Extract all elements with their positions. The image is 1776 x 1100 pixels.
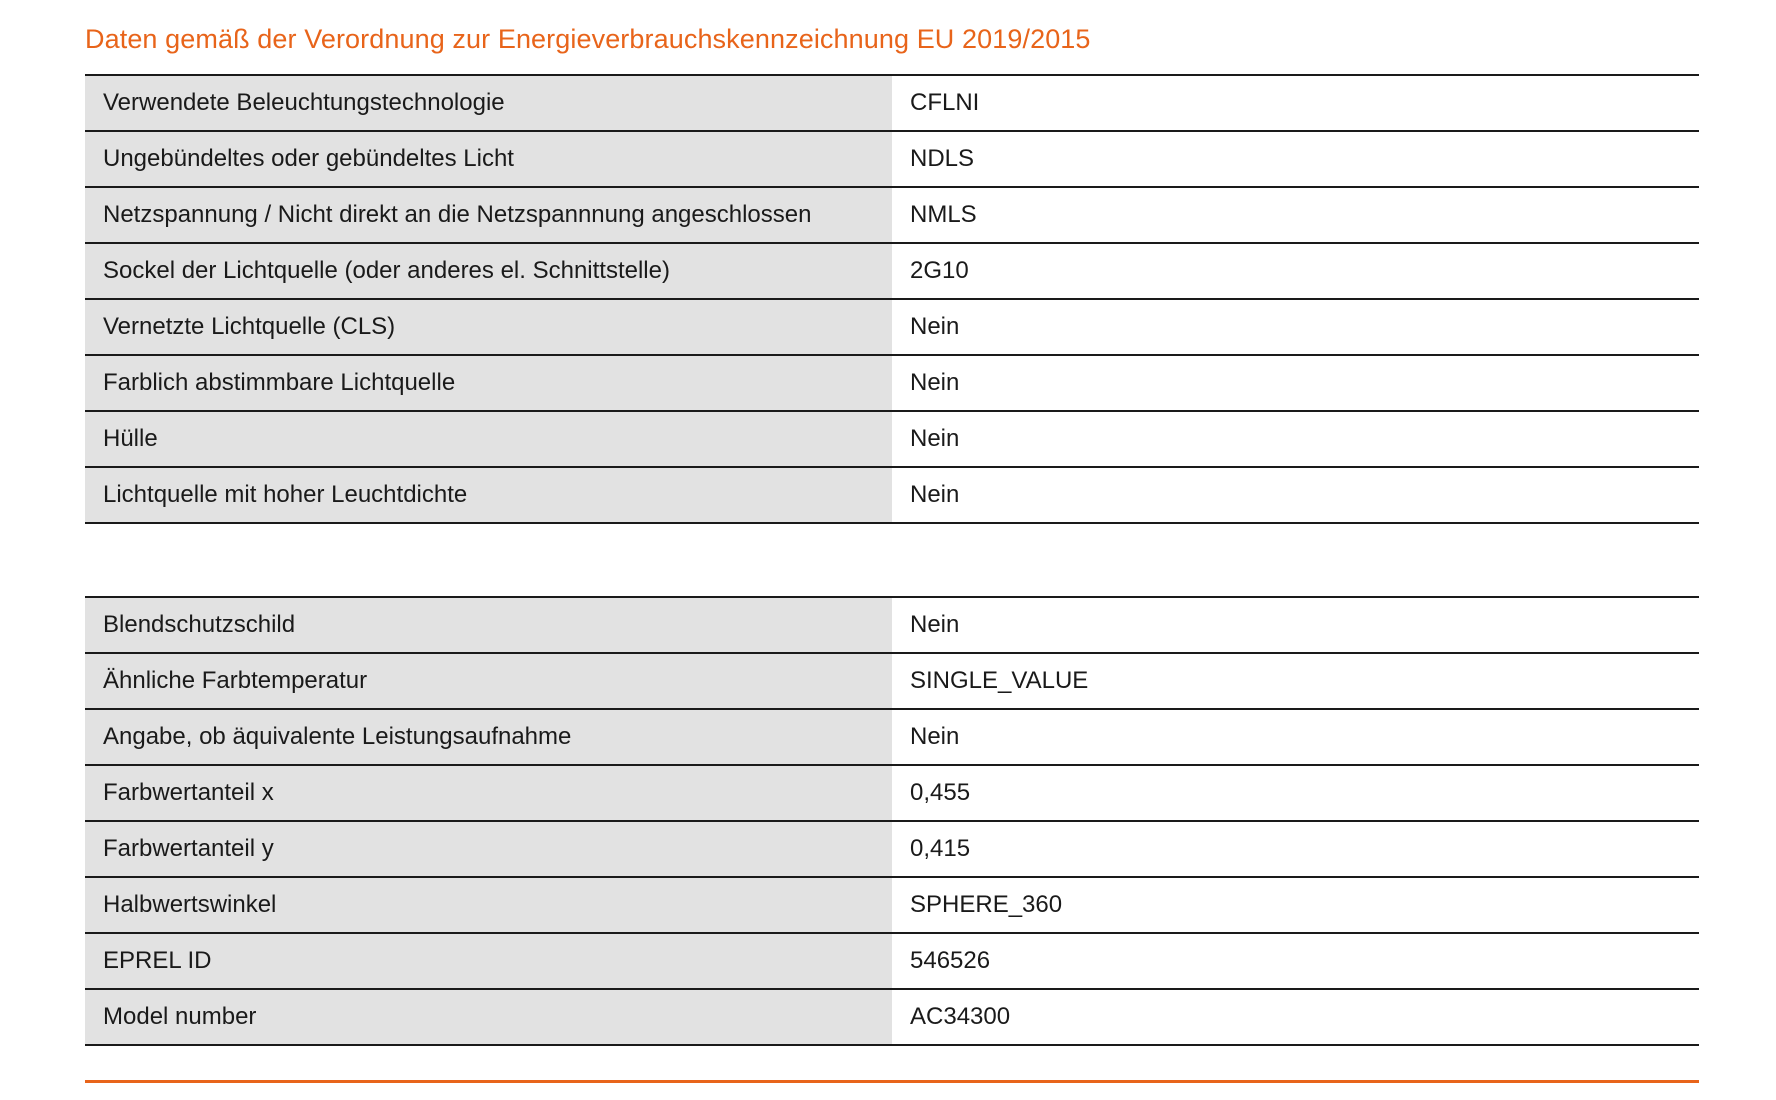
- table-row: [85, 709, 1699, 765]
- row-label: EPREL ID: [85, 933, 892, 989]
- row-label: Vernetzte Lichtquelle (CLS): [85, 299, 892, 355]
- table-row: [85, 597, 1699, 653]
- row-value: 2G10: [892, 243, 1699, 299]
- row-label: Ähnliche Farbtemperatur: [85, 653, 892, 709]
- table-row: [85, 821, 1699, 877]
- row-value: 0,415: [892, 821, 1699, 877]
- table-row: [85, 653, 1699, 709]
- lighting-properties-table: [85, 74, 1699, 524]
- photometric-properties-table: [85, 596, 1699, 1046]
- row-value: SPHERE_360: [892, 877, 1699, 933]
- row-value: Nein: [892, 411, 1699, 467]
- row-label: Farblich abstimmbare Lichtquelle: [85, 355, 892, 411]
- row-label: Halbwertswinkel: [85, 877, 892, 933]
- row-value: SINGLE_VALUE: [892, 653, 1699, 709]
- row-value: Nein: [892, 709, 1699, 765]
- row-value: AC34300: [892, 989, 1699, 1045]
- row-label: Model number: [85, 989, 892, 1045]
- table-row: [85, 933, 1699, 989]
- row-label: Lichtquelle mit hoher Leuchtdichte: [85, 467, 892, 523]
- table-row: [85, 75, 1699, 131]
- row-label: Netzspannung / Nicht direkt an die Netzspannnung angeschlossen: [85, 187, 892, 243]
- table-row: [85, 467, 1699, 523]
- table-row: [85, 765, 1699, 821]
- table-row: [85, 411, 1699, 467]
- row-label: Verwendete Beleuchtungstechnologie: [85, 75, 892, 131]
- row-value: NDLS: [892, 131, 1699, 187]
- row-label: Farbwertanteil x: [85, 765, 892, 821]
- page-title: Daten gemäß der Verordnung zur Energieverbrauchskennzeichnung EU 2019/2015: [85, 24, 1091, 54]
- table-row: [85, 989, 1699, 1045]
- row-label: Farbwertanteil y: [85, 821, 892, 877]
- table-row: [85, 187, 1699, 243]
- footer-divider: [85, 1080, 1699, 1083]
- table-row: [85, 299, 1699, 355]
- row-value: Nein: [892, 299, 1699, 355]
- row-label: Blendschutzschild: [85, 597, 892, 653]
- table-row: [85, 355, 1699, 411]
- row-value: Nein: [892, 597, 1699, 653]
- row-value: CFLNI: [892, 75, 1699, 131]
- row-label: Ungebündeltes oder gebündeltes Licht: [85, 131, 892, 187]
- row-label: Hülle: [85, 411, 892, 467]
- row-value: Nein: [892, 355, 1699, 411]
- row-label: Angabe, ob äquivalente Leistungsaufnahme: [85, 709, 892, 765]
- energy-label-data-sheet: [85, 0, 1699, 1046]
- table-row: [85, 131, 1699, 187]
- row-label: Sockel der Lichtquelle (oder anderes el. Schnittstelle): [85, 243, 892, 299]
- row-value: NMLS: [892, 187, 1699, 243]
- row-value: 546526: [892, 933, 1699, 989]
- table-row: [85, 243, 1699, 299]
- row-value: 0,455: [892, 765, 1699, 821]
- table-row: [85, 877, 1699, 933]
- row-value: Nein: [892, 467, 1699, 523]
